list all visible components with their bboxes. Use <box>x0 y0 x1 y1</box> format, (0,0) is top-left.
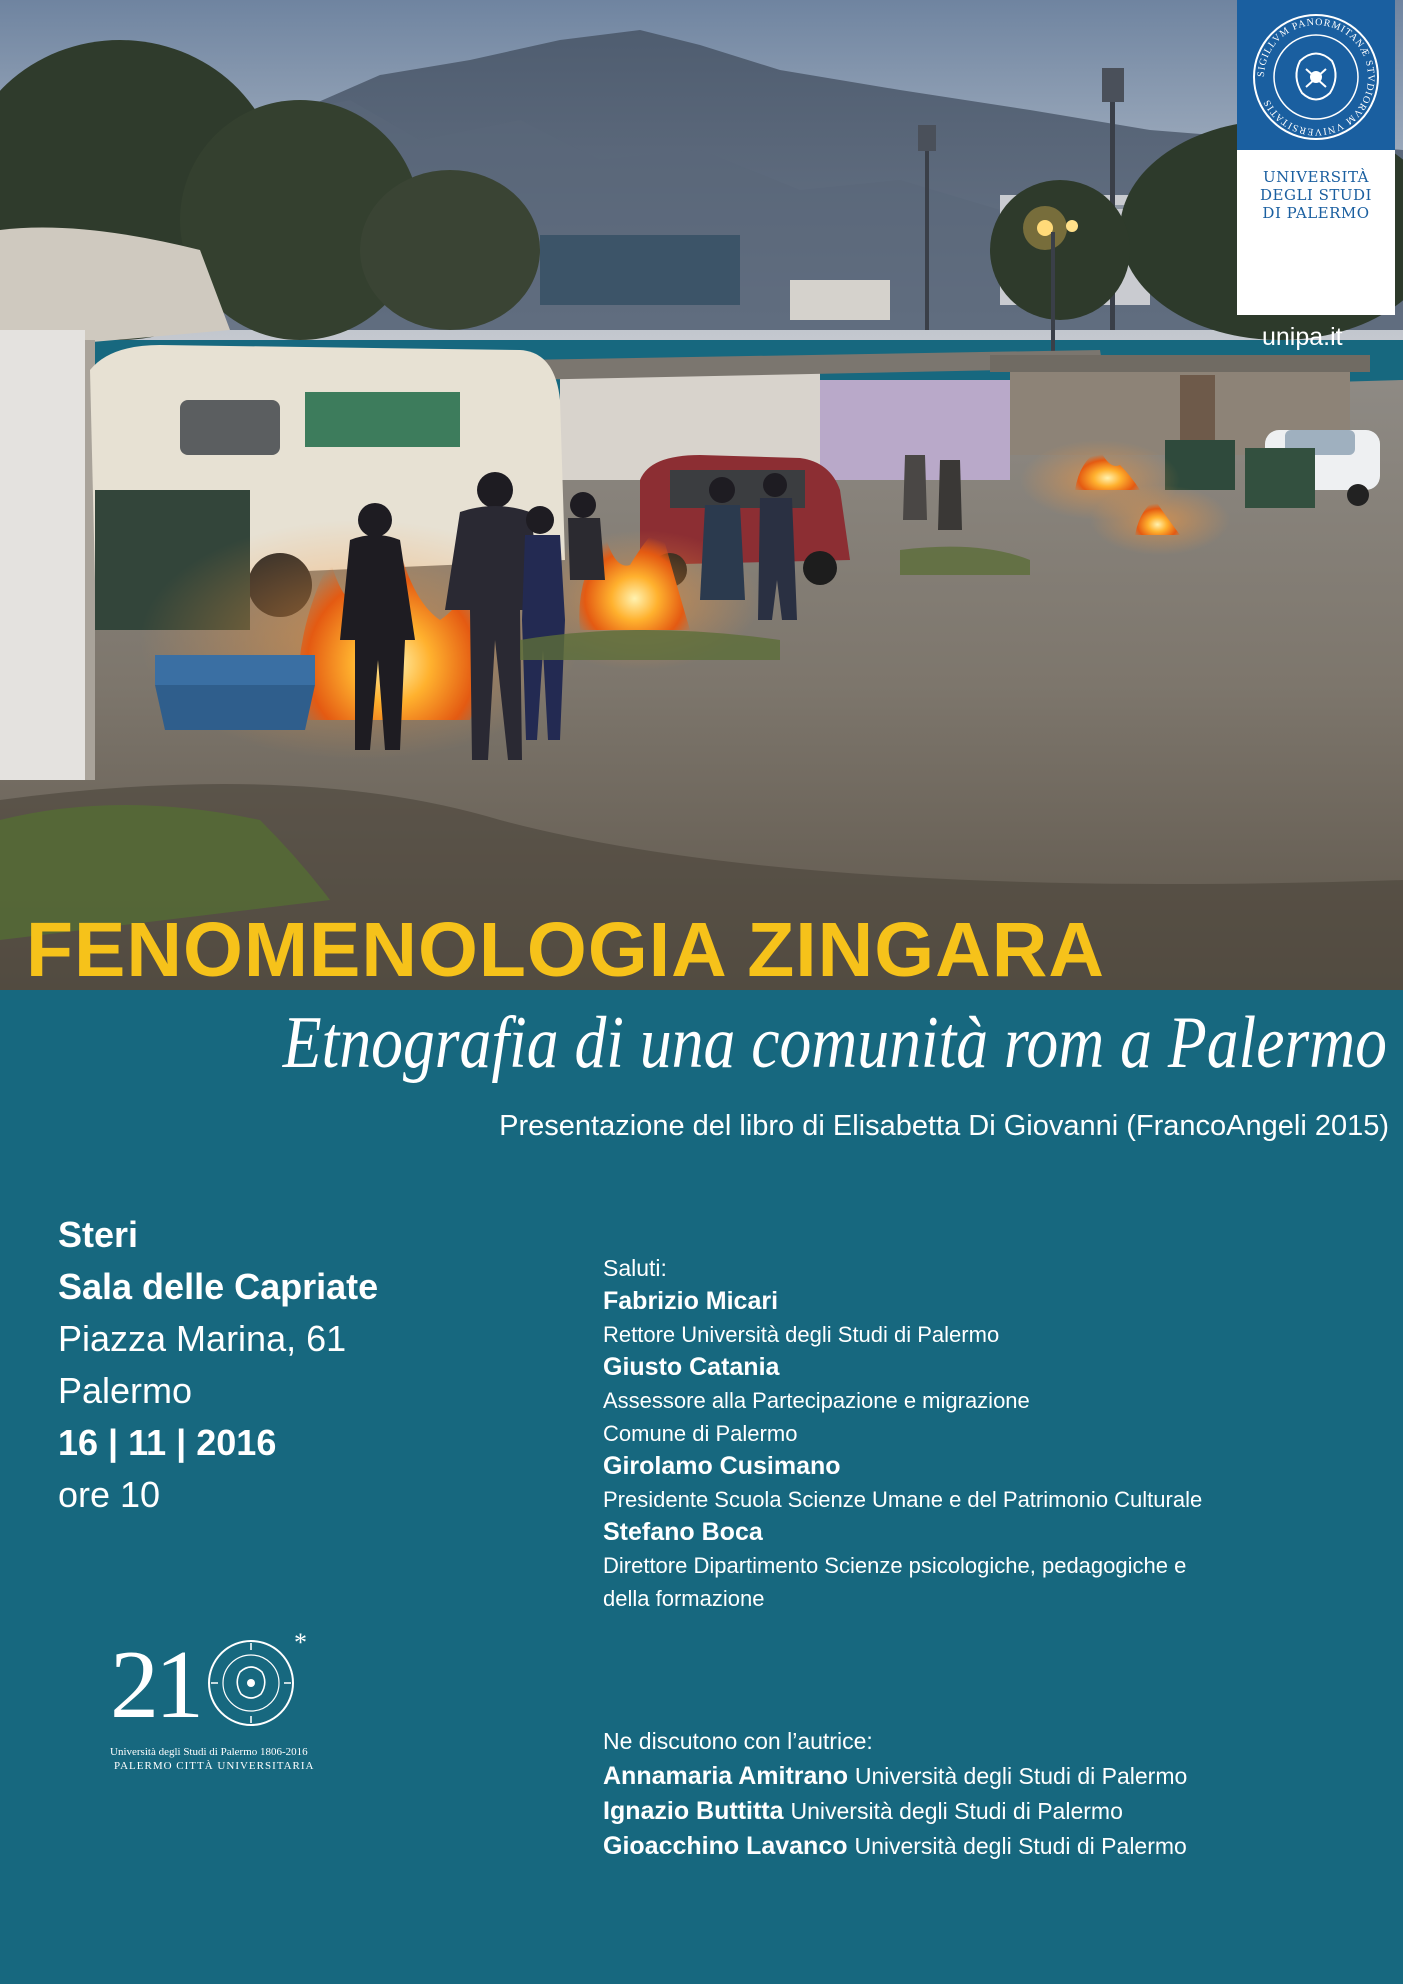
speaker-role: Direttore Dipartimento Scienze psicologiche, pedagogiche e <box>603 1553 1187 1578</box>
speaker-name: Fabrizio Micari <box>603 1287 779 1315</box>
greetings-heading: Saluti: <box>603 1255 667 1281</box>
university-name-line2: DEGLI STUDI <box>1260 186 1372 204</box>
speaker-role: Assessore alla Partecipazione e migrazione <box>603 1388 1030 1413</box>
venue-address: Piazza Marina, 61 <box>58 1318 347 1359</box>
main-title: FENOMENOLOGIA ZINGARA <box>26 907 1105 993</box>
presentation-line: Presentazione del libro di Elisabetta Di Giovanni (FrancoAngeli 2015) <box>499 1110 1389 1142</box>
discussant-row <box>603 1794 1187 1829</box>
logo-blue-panel <box>1237 0 1395 150</box>
discussant-name: Annamaria Amitrano <box>603 1762 855 1790</box>
university-name-line3: DI PALERMO <box>1262 204 1370 222</box>
university-seal-icon <box>1250 11 1382 143</box>
venue-block <box>58 1209 378 1521</box>
anniversary-logo <box>108 1628 318 1782</box>
anniversary-seal-icon <box>206 1638 296 1728</box>
discussant-affiliation: Università degli Studi di Palermo <box>790 1798 1123 1824</box>
discussant-affiliation: Università degli Studi di Palermo <box>854 1763 1188 1789</box>
venue-city: Palermo <box>58 1370 193 1411</box>
university-logo <box>1237 0 1395 315</box>
speaker-name: Girolamo Cusimano <box>603 1452 841 1480</box>
discussant-name: Ignazio Buttitta <box>603 1797 791 1825</box>
discussion-heading: Ne discutono con l’autrice: <box>603 1728 873 1754</box>
website-link[interactable]: unipa.it <box>1262 323 1343 351</box>
greetings-block <box>603 1252 1202 1615</box>
discussant-row <box>603 1759 1187 1794</box>
anniversary-star: * <box>294 1628 307 1657</box>
university-name-line1: UNIVERSITÀ <box>1263 168 1369 186</box>
subtitle: Etnografia di una comunità rom a Palermo <box>282 1002 1387 1084</box>
speaker-name: Stefano Boca <box>603 1518 763 1546</box>
discussion-block <box>603 1724 1187 1864</box>
speaker-role: Comune di Palermo <box>603 1421 798 1446</box>
discussant-name: Gioacchino Lavanco <box>603 1832 855 1860</box>
venue-room: Sala delle Capriate <box>58 1266 379 1307</box>
speaker-role: Presidente Scuola Scienze Umane e del Patrimonio Culturale <box>603 1487 1203 1512</box>
discussant-row <box>603 1829 1187 1864</box>
speaker-name: Giusto Catania <box>603 1353 780 1381</box>
anniversary-caption: Università degli Studi di Palermo 1806-2016 <box>110 1746 308 1758</box>
speaker-role: della formazione <box>603 1586 765 1611</box>
university-name <box>1237 168 1395 222</box>
event-time: ore 10 <box>58 1474 161 1515</box>
discussant-affiliation: Università degli Studi di Palermo <box>854 1833 1187 1859</box>
speaker-role: Rettore Università degli Studi di Palermo <box>603 1322 1000 1347</box>
seal-text: SIGILLVM PANORMITANÆ STVDIORVM VNIVERSITATIS <box>1255 16 1377 138</box>
anniversary-caption-secondary: PALERMO CITTÀ UNIVERSITARIA <box>114 1760 315 1772</box>
event-date: 16 | 11 | 2016 <box>58 1422 277 1463</box>
anniversary-number: 21 <box>110 1631 200 1739</box>
venue-name: Steri <box>58 1214 139 1255</box>
